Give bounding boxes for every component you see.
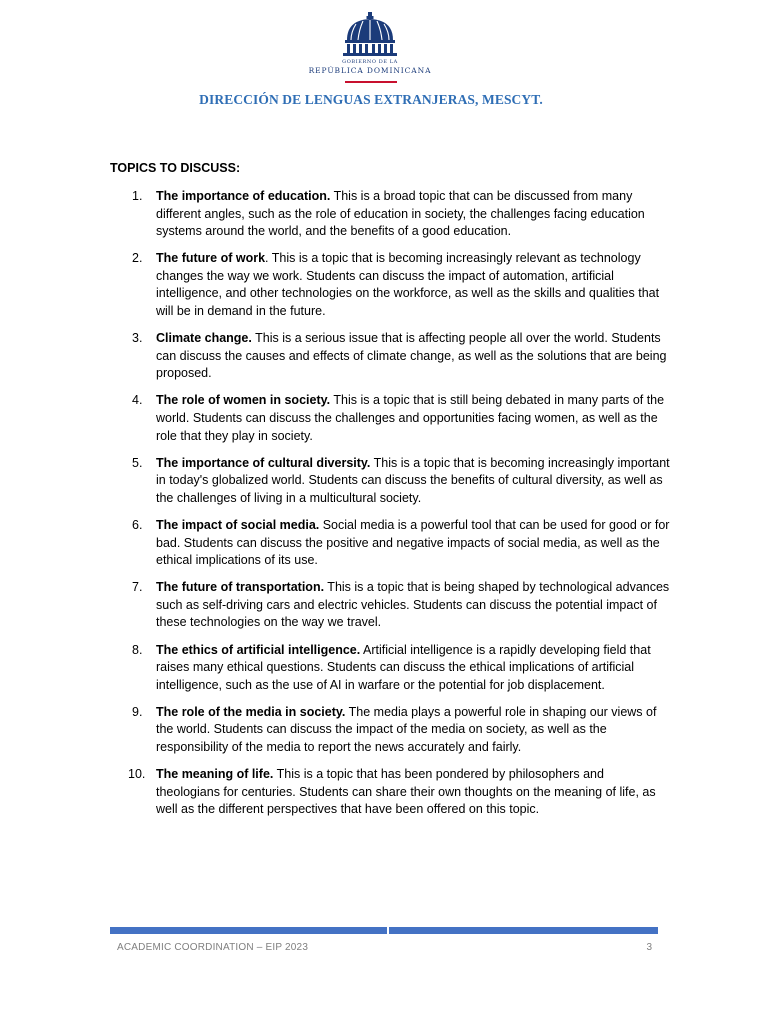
- topic-text: Artificial intelligence is a rapidly developing field that raises many ethical questions. Students can discuss the ethical implications of artificial intelligence, such as the use of AI in warfare or the potential for job displacement.: [156, 642, 651, 692]
- list-number: 6.: [132, 518, 143, 532]
- footer-divider-left: [110, 927, 387, 934]
- department-title: DIRECCIÓN DE LENGUAS EXTRANJERAS, MESCYT.: [199, 92, 543, 107]
- list-number: 2.: [132, 251, 143, 266]
- government-logo: [300, 12, 468, 82]
- list-item: [110, 330, 670, 383]
- logo-text-bottom: REPÚBLICA DOMINICANA: [308, 66, 432, 75]
- topic-title: The future of transportation.: [156, 580, 325, 595]
- logo-red-line: [345, 81, 397, 83]
- page-number: 3: [646, 942, 652, 953]
- list-item: [110, 250, 670, 320]
- list-item: [110, 766, 670, 819]
- topic-title: The ethics of artificial intelligence.: [156, 642, 361, 657]
- topic-text: This is a topic that is being shaped by technological advances such as self-driving cars and electric vehicles. Students can discuss the potential impact of these technologies on the way we travel.: [156, 580, 670, 630]
- list-number: 7.: [132, 580, 143, 595]
- section-heading: TOPICS TO DISCUSS:: [110, 161, 241, 175]
- topic-title: Climate change.: [156, 331, 252, 346]
- topic-text: The media plays a powerful role in shaping our views of the world. Students can discuss the impact of the media on society, as well as the responsibility of the media to report the news accurately and fairly.: [156, 704, 657, 755]
- list-item: [110, 188, 670, 241]
- topic-text: . This is a topic that is becoming increasingly relevant as technology changes the way we work. Students can discuss the impact of automation, artificial intelligence, and other technologies on the workforce, as well as the skills and qualities that will be in demand in the future.: [156, 251, 660, 319]
- list-number: 10.: [128, 767, 146, 782]
- list-number: 9.: [132, 704, 143, 719]
- list-number: 3.: [132, 331, 143, 346]
- topic-title: The importance of education.: [156, 189, 331, 203]
- logo-text-top: GOBIERNO DE LA: [342, 59, 398, 65]
- topic-text: This is a topic that has been pondered by philosophers and theologians for centuries. Students can share their own thoughts on the meaning of life, as well as the different perspectives that have been offered on this topic.: [156, 767, 656, 817]
- footer-divider-right: [389, 927, 658, 934]
- topic-text: Social media is a powerful tool that can be used for good or for bad. Students can discuss the positive and negative impacts of social media, as well as the ethical implications of its use.: [156, 518, 670, 568]
- topics-list: [110, 188, 670, 828]
- topic-title: The future of work: [156, 251, 266, 266]
- topic-text: This is a broad topic that can be discussed from many different angles, such as the role of education in society, the challenges facing education systems around the world, and the benefits of a good education.: [156, 189, 645, 239]
- list-item: [110, 517, 670, 570]
- footer-divider: [110, 927, 658, 934]
- topic-title: The role of the media in society.: [156, 704, 346, 719]
- list-item: [110, 579, 670, 632]
- capitol-dome-icon: [341, 12, 399, 58]
- list-number: 5.: [132, 455, 143, 470]
- topic-text: This is a topic that is still being debated in many parts of the world. Students can discuss the challenges and opportunities facing women, as well as the role that they play in society.: [156, 393, 665, 443]
- list-item: [110, 642, 670, 695]
- topic-title: The impact of social media.: [156, 518, 320, 532]
- list-number: 1.: [132, 189, 143, 203]
- topic-title: The role of women in society.: [156, 393, 331, 408]
- list-item: [110, 704, 670, 757]
- list-item: [110, 392, 670, 445]
- topic-text: This is a topic that is becoming increasingly important in today's globalized world. Students can discuss the benefits of cultural diversity, as well as the challenges of living in a multicultural society.: [156, 455, 670, 505]
- list-item: [110, 455, 670, 508]
- list-number: 4.: [132, 393, 143, 408]
- topic-text: This is a serious issue that is affecting people all over the world. Students can discuss the causes and effects of climate change, as well as the solutions that are being proposed.: [156, 331, 667, 381]
- list-number: 8.: [132, 642, 143, 657]
- topic-title: The importance of cultural diversity.: [156, 455, 371, 470]
- footer-label: ACADEMIC COORDINATION – EIP 2023: [117, 942, 309, 953]
- topic-title: The meaning of life.: [156, 767, 274, 782]
